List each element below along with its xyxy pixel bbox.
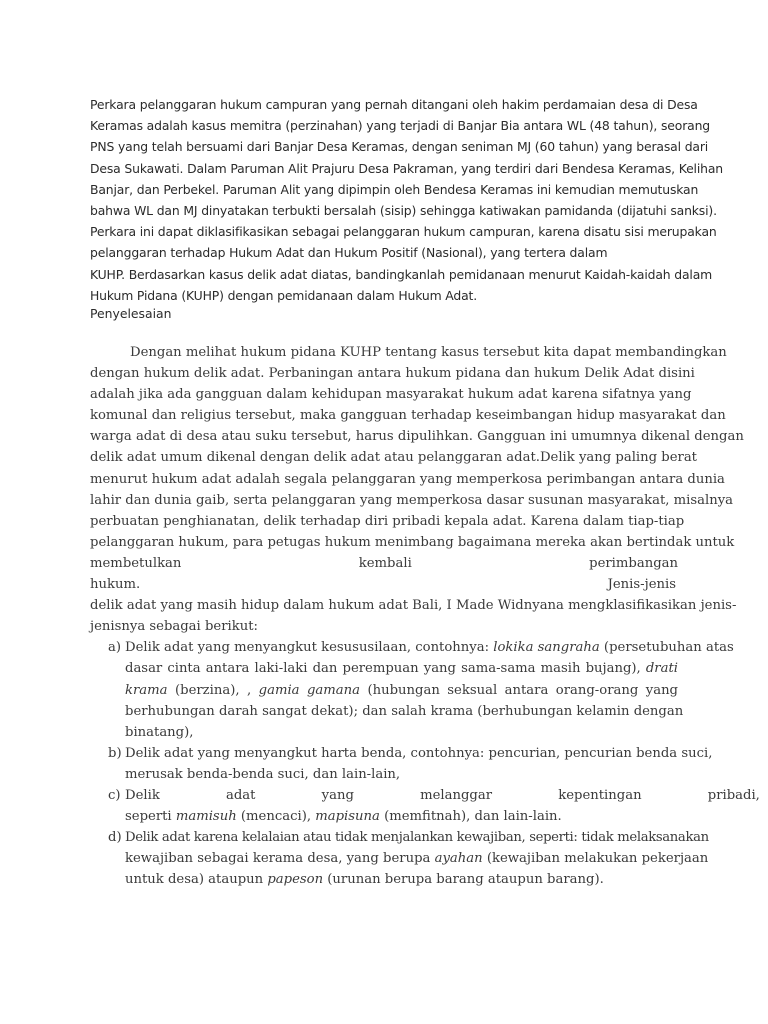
- term-italic: papeson: [267, 872, 324, 888]
- list-item: [90, 637, 734, 742]
- list-line: Delik adat yang menyangkut harta benda, contohnya: pencurian, pencurian benda suci,: [125, 745, 713, 761]
- jenis-word: Jenis-jenis: [607, 577, 676, 593]
- paragraph-line: menurut hukum adat adalah segala pelanggaran yang memperkosa perimbangan antara dunia: [90, 471, 725, 487]
- paragraph-line: adalah jika ada gangguan dalam kehidupan masyarakat hukum adat karena sifatnya yang: [90, 387, 692, 403]
- term-italic: ayahan: [434, 851, 483, 867]
- list-line: binatang),: [125, 724, 194, 740]
- term-italic: lokika sangraha: [493, 640, 600, 656]
- list-line: krama (berzina), , gamia gamana (hubungan seksual antara orang-orang yang: [125, 682, 678, 698]
- paragraph-line: membetulkan kembali perimbangan: [90, 555, 678, 571]
- paragraph-line: jenisnya sebagai berikut:: [90, 619, 258, 635]
- list-marker: b): [108, 745, 122, 761]
- paragraph-line: lahir dan dunia gaib, serta pelanggaran yang memperkosa dasar susunan masyarakat, misalnya: [90, 492, 734, 508]
- intro-line: pelanggaran terhadap Hukum Adat dan Hukum Positif (Nasional), yang tertera dalam: [90, 245, 608, 261]
- list-marker: a): [108, 640, 122, 656]
- list-line: untuk desa) ataupun papeson (urunan berupa barang ataupun barang).: [125, 872, 604, 888]
- paragraph-line: delik adat yang masih hidup dalam hukum adat Bali, I Made Widnyana mengklasifikasikan jenis-: [90, 598, 737, 614]
- term-italic: gamia gamana: [258, 682, 361, 698]
- hukum-word: hukum.: [90, 577, 141, 593]
- delik-types-list: [90, 637, 760, 890]
- intro-line: Keramas adalah kasus memitra (perzinahan) yang terjadi di Banjar Bia antara WL (48 tahun), seorang: [90, 118, 710, 134]
- list-line: Delik adat yang menyangkut kesususilaan, contohnya: lokika sangraha (persetubuhan atas: [125, 640, 734, 656]
- paragraph-line: Dengan melihat hukum pidana KUHP tentang kasus tersebut kita dapat membandingkan: [130, 345, 727, 360]
- intro-line: bahwa WL dan MJ dinyatakan terbukti bersalah (sisip) sehingga katiwakan pamidanda (dijatuhi sanksi).: [90, 203, 717, 219]
- list-line: kewajiban sebagai kerama desa, yang berupa ayahan (kewajiban melakukan pekerjaan: [125, 851, 709, 867]
- list-line: Delik adat karena kelalaian atau tidak menjalankan kewajiban, seperti: tidak melaksanakan: [125, 830, 709, 846]
- list-marker: d): [108, 830, 122, 846]
- list-line: merusak benda-benda suci, dan lain-lain,: [125, 766, 401, 782]
- list-line: dasar cinta antara laki-laki dan perempuan yang sama-sama masih bujang), drati: [125, 661, 678, 677]
- paragraph-line: pelanggaran hukum, para petugas hukum menimbang bagaimana mereka akan bertindak untuk: [90, 534, 735, 550]
- term-italic: krama: [125, 682, 168, 698]
- intro-line: Desa Sukawati. Dalam Paruman Alit Prajuru Desa Pakraman, yang terdiri dari Bendesa Keramas, Kelihan: [90, 160, 723, 176]
- list-item: [90, 785, 760, 827]
- list-line: berhubungan darah sangat dekat); dan salah krama (berhubungan kelamin dengan: [125, 703, 684, 719]
- term-italic: mamisuh: [175, 809, 237, 825]
- paragraph-line: delik adat umum dikenal dengan delik adat atau pelanggaran adat.Delik yang paling berat: [90, 450, 697, 466]
- term-italic: drati: [645, 661, 678, 677]
- list-line: Delik adat yang melanggar kepentingan pribadi,: [125, 787, 760, 803]
- intro-line: Hukum Pidana (KUHP) dengan pemidanaan dalam Hukum Adat.: [90, 287, 478, 303]
- list-marker: c): [108, 787, 121, 803]
- solution-body: [90, 342, 760, 890]
- intro-line: PNS yang telah bersuami dari Banjar Desa Keramas, dengan seniman MJ (60 tahun) yang berasal dari: [90, 139, 709, 155]
- list-line: seperti mamisuh (mencaci), mapisuna (memfitnah), dan lain-lain.: [125, 809, 562, 825]
- intro-line: Perkara ini dapat diklasifikasikan sebagai pelanggaran hukum campuran, karena disatu sisi merupakan: [90, 224, 717, 240]
- paragraph-line: warga adat di desa atau suku tersebut, harus dipulihkan. Gangguan ini umumnya dikenal dengan: [90, 429, 744, 445]
- section-heading: Penyelesaian: [90, 306, 172, 321]
- list-item: [90, 827, 709, 890]
- intro-line: Banjar, dan Perbekel. Paruman Alit yang dipimpin oleh Bendesa Keramas ini kemudian memutuskan: [90, 181, 699, 197]
- list-item: [90, 743, 713, 785]
- paragraph-line: [90, 574, 678, 595]
- paragraph-line: perbuatan penghianatan, delik terhadap diri pribadi kepala adat. Karena dalam tiap-tiap: [90, 513, 685, 529]
- paragraph-line: komunal dan religius tersebut, maka gangguan terhadap keseimbangan hidup masyarakat dan: [90, 408, 726, 424]
- intro-line: Perkara pelanggaran hukum campuran yang pernah ditangani oleh hakim perdamaian desa di Desa: [90, 97, 698, 112]
- case-description: [90, 94, 723, 306]
- intro-line: KUHP. Berdasarkan kasus delik adat diatas, bandingkanlah pemidanaan menurut Kaidah-kaidah dalam: [90, 266, 713, 282]
- paragraph-line: dengan hukum delik adat. Perbaningan antara hukum pidana dan hukum Delik Adat disini: [90, 366, 695, 382]
- term-italic: mapisuna: [315, 809, 380, 825]
